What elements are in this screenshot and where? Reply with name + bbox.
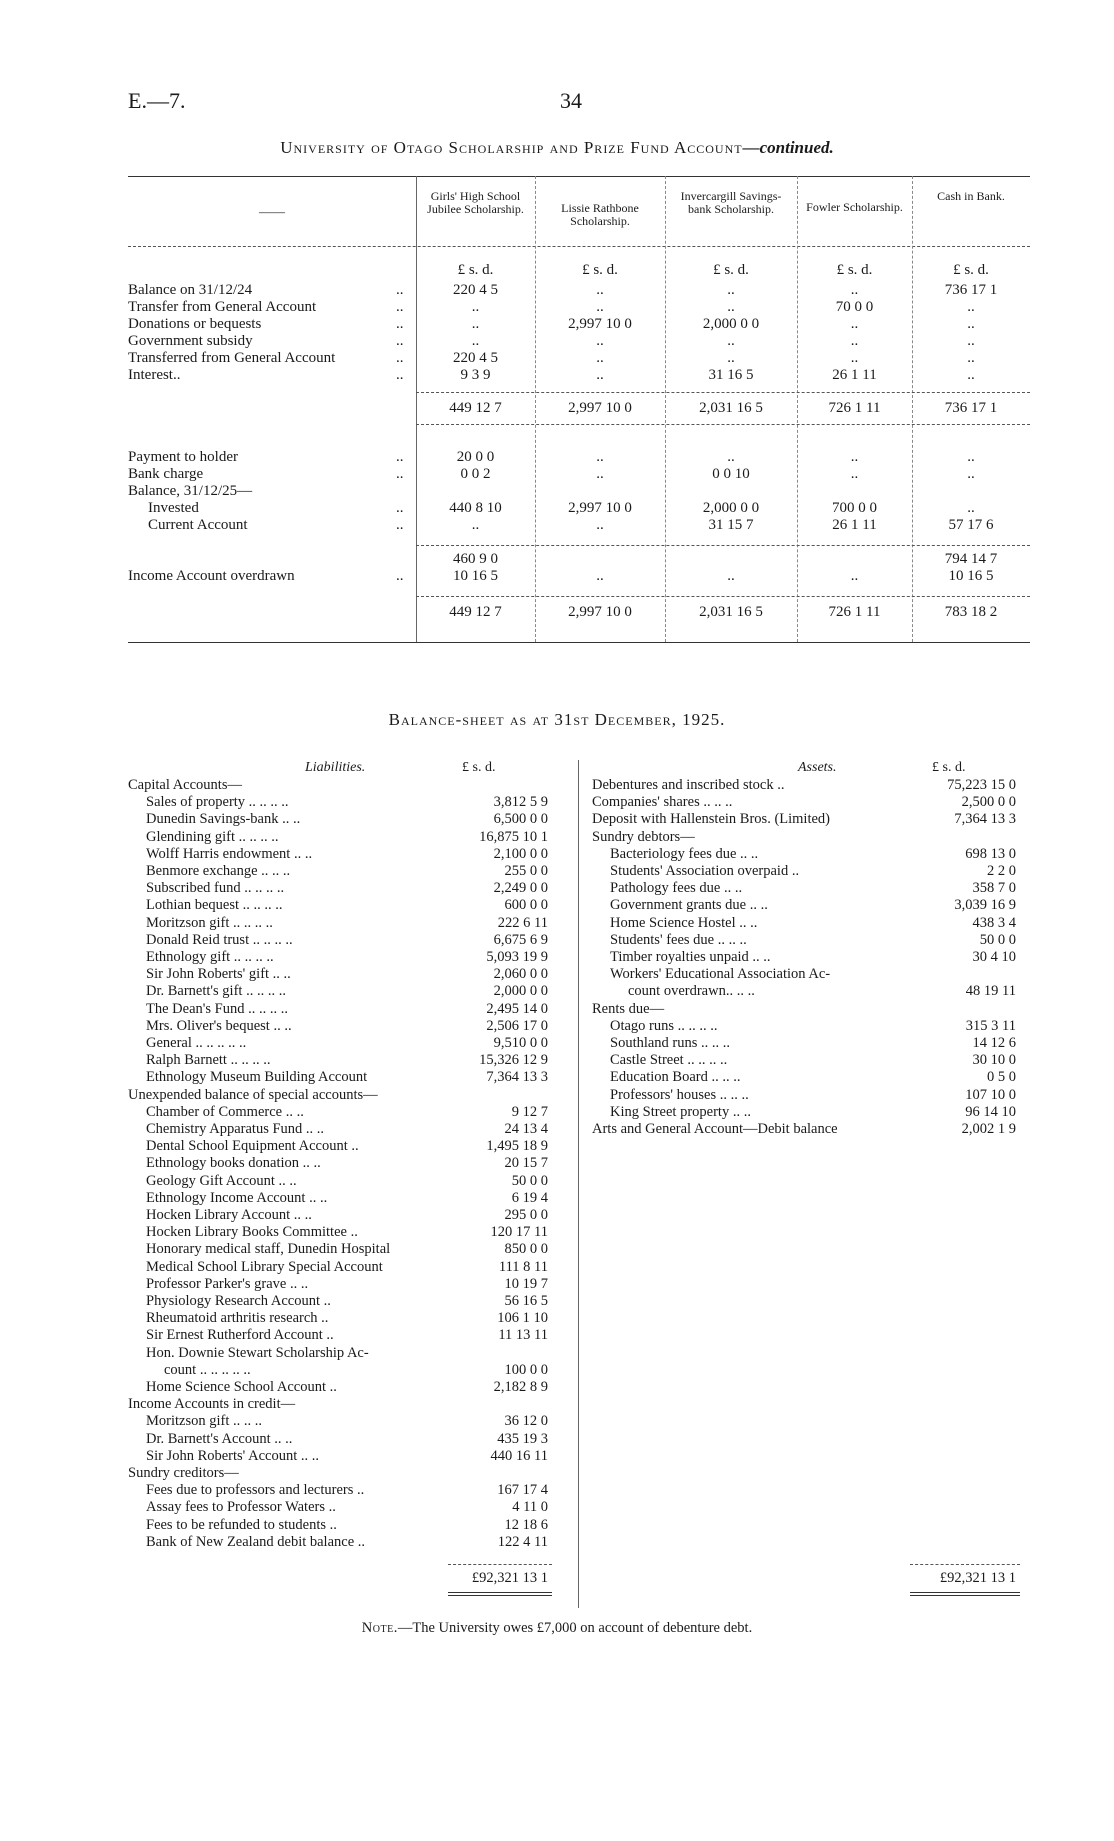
row-label: Government subsidy (128, 333, 253, 349)
liability-value: 2,506 17 0 (486, 1017, 548, 1034)
final-total: 783 18 2 (944, 604, 998, 620)
row-value: .. (471, 299, 480, 315)
table-top-rule (128, 176, 1030, 177)
liability-label: Dental School Equipment Account .. (146, 1138, 359, 1155)
row-value: 26 1 11 (832, 517, 877, 533)
unit-label: £ s. d. (932, 760, 966, 775)
row-value: .. (596, 333, 604, 349)
liability-value: 10 19 7 (504, 1275, 548, 1292)
final-total-rule (416, 596, 1030, 597)
asset-value: 30 4 10 (972, 949, 1016, 965)
assets-heading: Assets. (798, 760, 837, 775)
final-total: 2,031 16 5 (699, 604, 763, 620)
balance-sheet-title (0, 710, 1114, 730)
liability-value: 9 12 7 (511, 1103, 548, 1120)
footnote-text: —The University owes £7,000 on account of debenture debt. (397, 1620, 753, 1636)
row-label: Donations or bequests (128, 316, 262, 332)
liability-value: 6 19 4 (511, 1189, 548, 1206)
row-value: 26 1 11 (832, 367, 877, 383)
liability-value: 3,812 5 9 (493, 794, 548, 811)
liability-value: 4 11 0 (512, 1499, 548, 1516)
liability-value: 2,100 0 0 (493, 845, 548, 862)
overdrawn-value: .. (596, 568, 604, 584)
liability-label: Subscribed fund .. .. .. .. (146, 880, 285, 897)
row-value: .. (850, 316, 859, 332)
asset-label: Southland runs .. .. .. (610, 1035, 731, 1051)
row-label: Transferred from General Account (128, 350, 336, 366)
overdrawn-value: 10 16 5 (948, 568, 994, 584)
liability-label: Bank of New Zealand debit balance .. (146, 1533, 366, 1550)
liability-value: 2,182 8 9 (493, 1379, 548, 1395)
row-value: .. (850, 350, 859, 366)
row-leader: .. (396, 517, 404, 533)
asset-value: 7,364 13 3 (954, 811, 1016, 828)
liability-label: Chemistry Apparatus Fund .. .. (146, 1121, 325, 1137)
row-value: 220 4 5 (453, 350, 498, 366)
liability-label: Dr. Barnett's gift .. .. .. .. (146, 983, 286, 1000)
row-leader: .. (396, 333, 404, 349)
table-bottom-rule (128, 642, 1030, 643)
liability-label: Income Accounts in credit— (128, 1396, 296, 1413)
row-label: Bank charge (128, 466, 204, 482)
row-value: .. (727, 350, 735, 366)
row-label: Current Account (148, 517, 248, 533)
balance-sheet-divider (578, 760, 579, 1608)
liability-label: Honorary medical staff, Dunedin Hospital (146, 1241, 391, 1258)
liabilities-double-rule-2 (448, 1595, 552, 1596)
asset-value: 2,500 0 0 (961, 794, 1016, 811)
liability-label: Sundry creditors— (128, 1465, 239, 1481)
liability-label: Fees due to professors and lecturers .. (146, 1482, 365, 1499)
asset-label: Home Science Hostel .. .. (610, 914, 758, 931)
row-value: .. (596, 350, 604, 366)
liability-value: 120 17 11 (490, 1224, 548, 1241)
section1-total: 726 1 11 (828, 400, 881, 416)
liability-value: 435 19 3 (497, 1430, 548, 1447)
row-value: .. (727, 299, 735, 315)
overdrawn-label: Income Account overdrawn (128, 568, 295, 584)
asset-label: Workers' Educational Association Ac- (610, 966, 831, 983)
asset-value: 358 7 0 (972, 880, 1016, 897)
section1-total: 2,031 16 5 (699, 400, 763, 416)
row-value: 220 4 5 (453, 282, 498, 298)
table-head-rule (128, 246, 1030, 247)
asset-value: 2,002 1 9 (961, 1121, 1016, 1137)
asset-label: Sundry debtors— (592, 828, 695, 845)
liability-value: 20 15 7 (504, 1155, 548, 1172)
liability-value: 2,495 14 0 (486, 1000, 548, 1017)
liability-label: Medical School Library Special Account (146, 1258, 383, 1275)
asset-value: 30 10 0 (972, 1052, 1016, 1069)
blank-header-dash: —— (259, 204, 285, 219)
asset-value: 3,039 16 9 (954, 897, 1016, 914)
liability-label: Hon. Downie Stewart Scholarship Ac- (146, 1344, 369, 1361)
row-label: Balance on 31/12/24 (128, 282, 253, 298)
row-label: Transfer from General Account (128, 299, 317, 315)
asset-label: count overdrawn.. .. .. (628, 983, 755, 1000)
liability-value: 100 0 0 (504, 1361, 548, 1378)
liability-value: 16,875 10 1 (479, 828, 548, 845)
asset-label: Bacteriology fees due .. .. (610, 845, 759, 862)
liability-value: 24 13 4 (504, 1121, 548, 1137)
liability-label: Wolff Harris endowment .. .. (146, 845, 313, 862)
liability-label: Assay fees to Professor Waters .. (146, 1499, 336, 1516)
asset-value: 438 3 4 (972, 914, 1016, 931)
asset-value: 315 3 11 (965, 1017, 1016, 1034)
row-value: 31 16 5 (708, 367, 754, 383)
liability-value: 1,495 18 9 (486, 1138, 548, 1155)
liability-label: Sir John Roberts' gift .. .. (146, 966, 291, 983)
row-value: .. (967, 449, 975, 465)
section1-bottom-rule (416, 424, 1030, 425)
row-leader: .. (396, 500, 404, 516)
asset-label: Deposit with Hallenstein Bros. (Limited) (592, 811, 831, 828)
liability-label: Chamber of Commerce .. .. (146, 1103, 304, 1120)
row-value: 0 0 2 (460, 466, 491, 482)
footnote (0, 1620, 1114, 1637)
row-value: 700 0 0 (832, 500, 877, 516)
overdrawn-value: .. (850, 568, 859, 584)
asset-label: Rents due— (592, 1000, 665, 1017)
row-value: .. (471, 517, 480, 533)
section1-total-rule (416, 392, 1030, 393)
liability-label: count .. .. .. .. .. (164, 1361, 251, 1378)
liability-value: 106 1 10 (497, 1310, 548, 1327)
row-label: Invested (148, 500, 199, 516)
row-value: .. (727, 449, 735, 465)
liability-label: Capital Accounts— (128, 777, 242, 793)
liability-label: Sir Ernest Rutherford Account .. (146, 1327, 334, 1344)
asset-value: 2 2 0 (987, 863, 1016, 879)
liability-label: Hocken Library Books Committee .. (146, 1224, 358, 1241)
liability-value: 36 12 0 (504, 1413, 548, 1430)
row-leader: .. (396, 350, 404, 366)
row-value: 20 0 0 (456, 449, 495, 465)
liability-label: Ethnology books donation .. .. (146, 1155, 321, 1172)
liability-label: Professor Parker's grave .. .. (146, 1275, 309, 1292)
column-header: Invercargill Savings-bank Scholarship. (680, 189, 782, 216)
final-total: 726 1 11 (828, 604, 881, 620)
subtotal: 460 9 0 (453, 551, 498, 567)
row-value: 31 15 7 (708, 517, 754, 533)
liabilities-double-rule (448, 1592, 552, 1593)
liability-label: The Dean's Fund .. .. .. .. (146, 1000, 288, 1017)
asset-label: Timber royalties unpaid .. .. (610, 949, 771, 965)
asset-label: Government grants due .. .. (610, 897, 768, 914)
row-leader: .. (396, 299, 404, 315)
final-total: 449 12 7 (449, 604, 502, 620)
liability-label: Lothian bequest .. .. .. .. (146, 897, 283, 914)
liability-value: 222 6 11 (497, 914, 548, 931)
liability-value: 850 0 0 (504, 1241, 548, 1258)
row-value: .. (727, 282, 735, 298)
row-value: .. (967, 333, 975, 349)
row-value: .. (727, 333, 735, 349)
liability-label: Ralph Barnett .. .. .. .. (146, 1052, 271, 1069)
liability-value: 167 17 4 (497, 1482, 548, 1499)
row-value: .. (850, 282, 859, 298)
liability-label: Ethnology gift .. .. .. .. (146, 949, 274, 965)
row-value: 440 8 10 (449, 500, 502, 516)
assets-total-rule (910, 1564, 1020, 1565)
liabilities-total: £92,321 13 1 (471, 1570, 548, 1586)
liabilities-total-rule (448, 1564, 552, 1565)
liability-label: Mrs. Oliver's bequest .. .. (146, 1017, 292, 1034)
row-value: .. (596, 299, 604, 315)
assets-total: £92,321 13 1 (939, 1570, 1016, 1586)
liability-label: Donald Reid trust .. .. .. .. (146, 931, 293, 948)
unit-label: £ s. d. (462, 760, 496, 775)
row-value: 736 17 1 (944, 282, 998, 298)
liability-label: Ethnology Museum Building Account (146, 1069, 368, 1086)
row-value: .. (596, 367, 604, 383)
liability-value: 295 0 0 (504, 1207, 548, 1223)
row-value: .. (596, 449, 604, 465)
liability-value: 5,093 19 9 (486, 949, 548, 965)
liability-value: 56 16 5 (504, 1293, 548, 1309)
asset-label: Pathology fees due .. .. (610, 880, 743, 897)
liability-value: 15,326 12 9 (479, 1052, 548, 1069)
liability-label: Home Science School Account .. (146, 1379, 337, 1395)
asset-label: Castle Street .. .. .. .. (610, 1052, 728, 1069)
overdrawn-value: .. (727, 568, 735, 584)
row-value: .. (967, 350, 975, 366)
liability-value: 7,364 13 3 (486, 1069, 548, 1086)
liability-value: 2,000 0 0 (493, 983, 548, 1000)
liability-label: Unexpended balance of special accounts— (128, 1086, 378, 1103)
row-value: 2,997 10 0 (568, 500, 632, 516)
footnote-label: Note. (361, 1620, 398, 1636)
row-value: 2,000 0 0 (702, 500, 760, 516)
liability-label: Sir John Roberts' Account .. .. (146, 1447, 319, 1464)
row-leader: .. (396, 316, 404, 332)
asset-label: Companies' shares .. .. .. (592, 794, 733, 811)
unit-label: £ s. d. (836, 262, 873, 278)
liability-value: 6,675 6 9 (493, 931, 548, 948)
row-leader: .. (396, 449, 404, 465)
unit-label: £ s. d. (582, 262, 618, 278)
row-value: 9 3 9 (460, 367, 491, 383)
asset-value: 14 12 6 (972, 1035, 1016, 1051)
liability-value: 12 18 6 (504, 1516, 548, 1533)
liability-value: 600 0 0 (504, 897, 548, 914)
liability-value: 6,500 0 0 (493, 811, 548, 828)
row-value: .. (967, 466, 975, 482)
row-value: 2,997 10 0 (568, 316, 632, 332)
liability-label: Geology Gift Account .. .. (146, 1172, 297, 1189)
row-value: 70 0 0 (835, 299, 874, 315)
row-label: Interest.. (128, 367, 181, 383)
row-value: .. (850, 449, 859, 465)
column-header: Girls' High School Jubilee Scholarship. (427, 189, 524, 216)
row-label: Payment to holder (128, 449, 238, 465)
overdrawn-value: 10 16 5 (453, 568, 498, 584)
liability-value: 122 4 11 (497, 1533, 548, 1550)
liability-value: 2,249 0 0 (493, 880, 548, 897)
liability-value: 11 13 11 (498, 1327, 548, 1344)
fund-account-title (0, 138, 1114, 158)
row-value: .. (967, 316, 975, 332)
asset-label: Students' Association overpaid .. (610, 863, 800, 879)
asset-value: 50 0 0 (979, 931, 1016, 948)
liability-label: Benmore exchange .. .. .. (146, 863, 291, 879)
section1-total: 449 12 7 (449, 400, 502, 416)
liability-label: Rheumatoid arthritis research .. (146, 1310, 329, 1327)
section1-total: 2,997 10 0 (568, 400, 632, 416)
asset-label: Debentures and inscribed stock .. (592, 777, 785, 793)
asset-label: Otago runs .. .. .. .. (610, 1017, 718, 1034)
liability-label: Glendining gift .. .. .. .. (146, 828, 279, 845)
row-value: 0 0 10 (712, 466, 750, 482)
liability-label: Moritzson gift .. .. .. (146, 1413, 262, 1430)
row-value: .. (850, 466, 859, 482)
liability-value: 50 0 0 (511, 1172, 548, 1189)
row-value: .. (471, 333, 480, 349)
row-value: .. (967, 299, 975, 315)
liability-label: Dr. Barnett's Account .. .. (146, 1430, 293, 1447)
subtotal-rule (416, 545, 1030, 546)
row-value: 57 17 6 (948, 517, 994, 533)
row-value: .. (471, 316, 480, 332)
liability-value: 255 0 0 (504, 863, 548, 879)
row-value: .. (850, 333, 859, 349)
liability-value: 9,510 0 0 (493, 1035, 548, 1051)
row-label: Balance, 31/12/25— (128, 483, 253, 499)
asset-value: 698 13 0 (965, 845, 1016, 862)
liability-label: Fees to be refunded to students .. (146, 1516, 337, 1533)
asset-value: 0 5 0 (987, 1069, 1016, 1086)
row-value: .. (967, 367, 975, 383)
section1-total: 736 17 1 (944, 400, 998, 416)
liability-value: 2,060 0 0 (493, 966, 548, 983)
fund-account-title-suffix: —continued. (742, 138, 834, 157)
asset-value: 48 19 11 (965, 983, 1016, 1000)
liability-label: Physiology Research Account .. (146, 1293, 331, 1309)
row-value: .. (967, 500, 975, 516)
asset-value: 96 14 10 (965, 1103, 1016, 1120)
liability-label: Sales of property .. .. .. .. (146, 794, 289, 811)
assets-double-rule (910, 1592, 1020, 1593)
asset-value: 107 10 0 (965, 1086, 1016, 1103)
document-reference: E.—7. (128, 88, 186, 113)
liability-label: Ethnology Income Account .. .. (146, 1189, 328, 1206)
asset-label: Arts and General Account—Debit balance (592, 1121, 838, 1137)
row-leader: .. (396, 282, 404, 298)
fund-account-title-text: University of Otago Scholarship and Prize Fund Account (280, 138, 743, 157)
row-value: 2,000 0 0 (702, 316, 760, 332)
column-header: Lissie Rathbone Scholarship. (561, 201, 639, 228)
balance-sheet-title-text: Balance-sheet as at 31st December, 1925. (388, 710, 726, 729)
column-header: Fowler Scholarship. (806, 200, 903, 214)
liabilities-heading: Liabilities. (305, 760, 366, 775)
unit-label: £ s. d. (457, 262, 494, 278)
row-value: .. (596, 466, 604, 482)
row-leader: .. (396, 367, 404, 383)
assets-double-rule-2 (910, 1595, 1020, 1596)
row-leader: .. (396, 466, 404, 482)
asset-value: 75,223 15 0 (947, 777, 1016, 793)
unit-label: £ s. d. (713, 262, 749, 278)
unit-label: £ s. d. (953, 262, 989, 278)
liability-label: Hocken Library Account .. .. (146, 1207, 312, 1223)
asset-label: Education Board .. .. .. (610, 1069, 741, 1086)
liability-label: Dunedin Savings-bank .. .. (146, 811, 301, 828)
liability-label: Moritzson gift .. .. .. .. (146, 914, 273, 931)
row-leader: .. (396, 568, 404, 584)
liability-value: 111 8 11 (498, 1258, 548, 1275)
subtotal: 794 14 7 (944, 551, 998, 567)
final-total: 2,997 10 0 (568, 604, 632, 620)
page-number: 34 (560, 88, 582, 113)
row-value: .. (596, 517, 604, 533)
liability-value: 440 16 11 (490, 1447, 548, 1464)
row-value: .. (596, 282, 604, 298)
asset-label: Students' fees due .. .. .. (610, 931, 747, 948)
liability-label: General .. .. .. .. .. (146, 1035, 247, 1051)
asset-label: King Street property .. .. (610, 1103, 751, 1120)
column-header: Cash in Bank. (937, 189, 1005, 203)
asset-label: Professors' houses .. .. .. (610, 1086, 749, 1103)
